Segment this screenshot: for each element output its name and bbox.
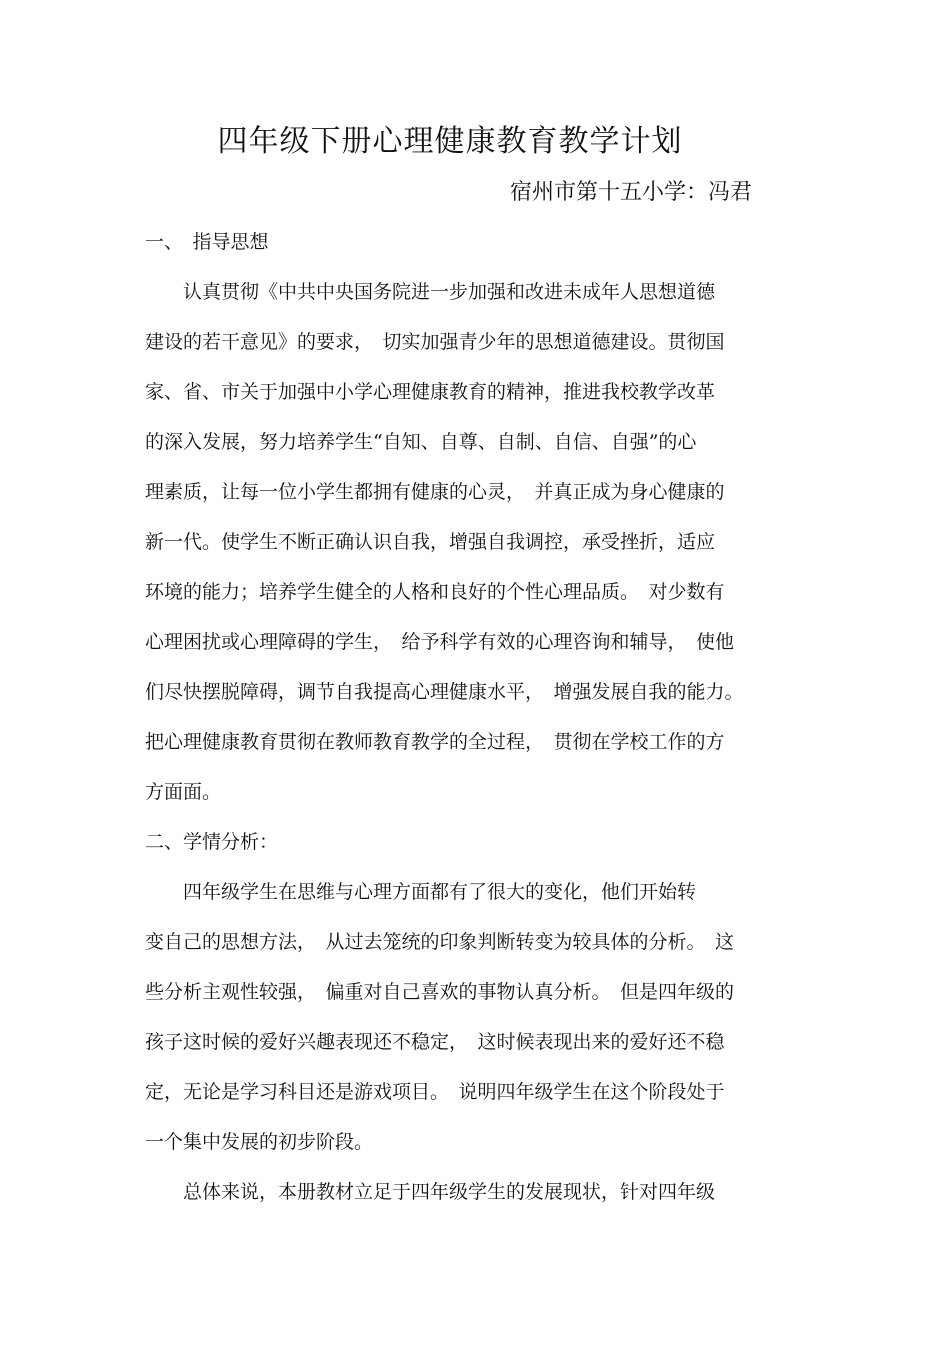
body-line: 孩子这时候的爱好兴趣表现还不稳定， 这时候表现出来的爱好还不稳 xyxy=(145,1031,725,1053)
body-line: 心理困扰或心理障碍的学生， 给予科学有效的心理咨询和辅导， 使他 xyxy=(145,631,735,653)
body-line: 的深入发展，努力培养学生“自知、自尊、自制、自信、自强”的心 xyxy=(145,431,697,453)
section-heading-guiding-ideas: 一、 指导思想 xyxy=(145,231,269,253)
body-line: 四年级学生在思维与心理方面都有了很大的变化，他们开始转 xyxy=(145,881,697,903)
body-line: 家、省、市关于加强中小学心理健康教育的精神，推进我校教学改革 xyxy=(145,381,716,403)
document-title: 四年级下册心理健康教育教学计划 xyxy=(217,124,683,159)
body-line: 环境的能力；培养学生健全的人格和良好的个性心理品质。 对少数有 xyxy=(145,581,725,603)
body-line: 方面面。 xyxy=(145,781,222,803)
author-line: 宿州市第十五小学：冯君 xyxy=(509,180,752,205)
body-line: 理素质，让每一位小学生都拥有健康的心灵， 并真正成为身心健康的 xyxy=(145,481,725,503)
body-line: 建设的若干意见》的要求， 切实加强青少年的思想道德建设。贯彻国 xyxy=(145,331,725,353)
body-line: 把心理健康教育贯彻在教师教育教学的全过程， 贯彻在学校工作的方 xyxy=(145,731,725,753)
body-line: 一个集中发展的初步阶段。 xyxy=(145,1131,374,1153)
section-heading-student-analysis: 二、学情分析： xyxy=(145,831,279,853)
body-line: 总体来说，本册教材立足于四年级学生的发展现状，针对四年级 xyxy=(145,1181,716,1203)
body-line: 些分析主观性较强， 偏重对自己喜欢的事物认真分析。 但是四年级的 xyxy=(145,981,735,1003)
body-line: 变自己的思想方法， 从过去笼统的印象判断转变为较具体的分析。 这 xyxy=(145,931,735,953)
body-line: 新一代。使学生不断正确认识自我，增强自我调控，承受挫折，适应 xyxy=(145,531,716,553)
body-line: 认真贯彻《中共中央国务院进一步加强和改进未成年人思想道德 xyxy=(145,281,716,303)
body-line: 们尽快摆脱障碍，调节自我提高心理健康水平， 增强发展自我的能力。 xyxy=(145,681,744,703)
body-line: 定，无论是学习科目还是游戏项目。 说明四年级学生在这个阶段处于 xyxy=(145,1081,725,1103)
